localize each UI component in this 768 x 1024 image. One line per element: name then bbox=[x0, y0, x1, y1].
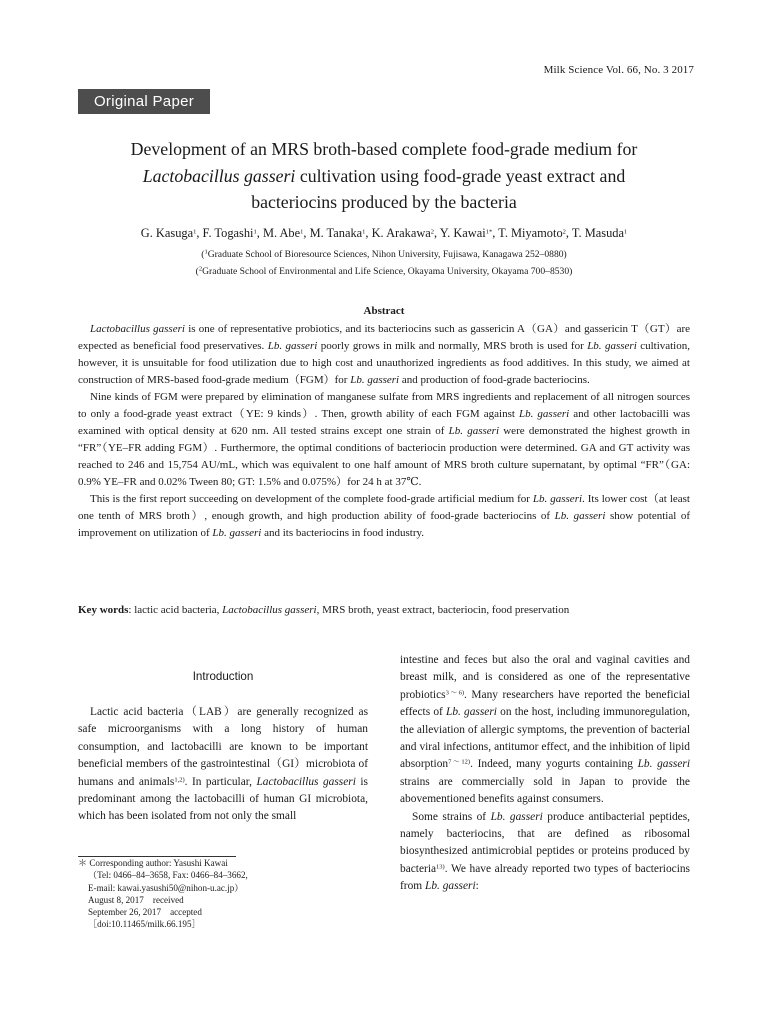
author: T. Masuda$^1$ bbox=[571, 226, 628, 240]
author-affiliation-mark: 2 bbox=[562, 228, 566, 236]
footnote-author: ＊ Corresponding author: Yasushi Kawai bbox=[78, 858, 228, 868]
affiliation-text: Graduate School of Environmental and Life Science, Okayama University, Okayama 700–8530 bbox=[202, 266, 570, 277]
body-paragraph: Lactic acid bacteria（LAB）are generally recognized as safe microorganisms with a long history of human consumption, and lactobacilli are known to be important beneficial members of the gastrointestinal（GI）microbiota of humans and animals$^{1,2)}$. In particular, Lactobacillus gasseri is predominant among the lactobacilli of human GI microbiota, which has been isolated from not only the small bbox=[78, 706, 368, 823]
author: M. Abe$^1$ bbox=[262, 226, 304, 240]
abstract-heading: Abstract bbox=[363, 305, 405, 317]
author-affiliation-mark: 1 bbox=[623, 228, 628, 236]
author-list: G. Kasuga$^1$, F. Togashi$^1$, M. Abe$^1$, M. Tanaka$^1$, K. Arakawa$^2$, Y. Kawai$^{1*}$, T. Miyamoto$^2$, T. Masuda$^1$ bbox=[140, 226, 628, 240]
article-type-badge: Original Paper bbox=[78, 89, 210, 114]
keywords-label: Key words bbox=[78, 604, 129, 616]
footnote-email: E-mail: kawai.yasushi50@nihon-u.ac.jp） bbox=[88, 882, 244, 893]
author-affiliation-mark: 1 bbox=[193, 228, 197, 236]
footnote-accepted: September 26, 2017 accepted bbox=[88, 907, 202, 918]
abstract-paragraph: Lactobacillus gasseri is one of representative probiotics, and its bacteriocins such as gassericin A（GA）and gassericin T（GT）are expected as beneficial food preservatives. Lb. gasseri poorly grows in milk and normally, MRS broth is used for Lb. gasseri cultivation, however, it is unsuitable for food utilization due to high cost and unauthorized ingredients as food additives. In this study, we aimed at construction of MRS-based food-grade medium（FGM）for Lb. gasseri and production of food-grade bacteriocins. bbox=[78, 323, 690, 386]
introduction-heading: Introduction bbox=[192, 670, 254, 683]
author-affiliation-mark: 1 bbox=[253, 228, 257, 236]
title-line-2 bbox=[70, 163, 698, 190]
affiliation-text: Graduate School of Bioresource Sciences, Nihon University, Fujisawa, Kanagawa 252–0880 bbox=[207, 249, 564, 260]
author: F. Togashi$^1$ bbox=[202, 226, 257, 240]
author: G. Kasuga$^1$ bbox=[140, 226, 197, 240]
footnote-doi: ［doi:10.11465/milk.66.195］ bbox=[88, 919, 201, 930]
corresponding-author-footnote bbox=[78, 857, 368, 931]
footnote-phone: （Tel: 0466–84–3658, Fax: 0466–84–3662, bbox=[88, 870, 248, 881]
title-line-3: bacteriocins produced by the bacteria bbox=[251, 192, 517, 212]
author: M. Tanaka$^1$ bbox=[309, 226, 366, 240]
author-affiliation-mark: 1 bbox=[362, 228, 366, 236]
affiliation-mark: 2 bbox=[198, 265, 203, 273]
body-paragraph: intestine and feces but also the oral and vaginal cavities and breast milk, and is considered as one of the representative probiotics$^{3〜6)}$. Many researchers have reported the beneficial effects of Lb. gasseri on the host, including immunoregulation, the alleviation of allergic symptoms, the prevention of bacterial and viral infections, antitumor effect, and the inhibition of lipid absorption$^{7〜12)}$. Indeed, many yogurts containing Lb. gasseri strains are commercially sold in Japan to provide the abovementioned benefits against consumers. bbox=[400, 654, 690, 806]
author: T. Miyamoto$^2$ bbox=[498, 226, 566, 240]
journal-citation: Milk Science Vol. 66, No. 3 2017 bbox=[543, 64, 694, 76]
abstract-paragraph: This is the first report succeeding on development of the complete food-grade artificial medium for Lb. gasseri. Its lower cost（at least one tenth of MRS broth）, enough growth, and high production ability of food-grade bacteriocins of Lb. gasseri show potential of improvement on utilization of Lb. gasseri and its bacteriocins in food industry. bbox=[78, 493, 690, 539]
body-column-left bbox=[78, 704, 368, 826]
author-affiliation-mark: 1* bbox=[485, 228, 493, 236]
body-paragraph: Some strains of Lb. gasseri produce antibacterial peptides, namely bacteriocins, that are defined as ribosomal biosynthesized antimicrobial peptides or proteins produced by bacteria$^{13)}$. We have already reported two types of bacteriocins from Lb. gasseri: bbox=[400, 810, 691, 893]
author: Y. Kawai$^{1*}$ bbox=[439, 226, 493, 240]
title-line-1: Development of an MRS broth-based complete food-grade medium for bbox=[130, 139, 638, 159]
title-line-2-rest: cultivation using food-grade yeast extract and bbox=[295, 165, 626, 186]
affiliation-2: ($^2$Graduate School of Environmental and Life Science, Okayama University, Okayama 700–8530) bbox=[195, 265, 573, 277]
author-affiliation-mark: 2 bbox=[430, 228, 435, 236]
affiliation-mark: 1 bbox=[204, 248, 208, 256]
abstract-paragraph: Nine kinds of FGM were prepared by elimination of manganese sulfate from MRS ingredients and replacement of all nitrogen sources to only a food-grade yeast extract（YE: 9 kinds）. Then, growth ability of each FGM against Lb. gasseri and other lactobacilli was examined with optical density at 620 nm. All tested strains except one strain of Lb. gasseri were demonstrated the highest growth in “FR”（YE–FR adding FGM）. Furthermore, the optimal conditions of bacteriocin production were determined. GA and GT activity was reached to 246 and 15,754 AU/mL, which was equivalent to one half amount of MRS broth culture supernatant, by optimal “FR”（GA: 0.9% YE–FR and 0.02% Tween 80; GT: 1.5% and 0.075%）for 24 h at 37℃. bbox=[78, 391, 690, 488]
keywords-text: : lactic acid bacteria, Lactobacillus gasseri, MRS broth, yeast extract, bacteriocin, food preservation bbox=[128, 604, 570, 616]
keywords bbox=[78, 604, 690, 616]
abstract-body bbox=[78, 321, 690, 542]
author-affiliation-mark: 1 bbox=[300, 228, 304, 236]
body-column-right bbox=[400, 652, 690, 896]
affiliation-1: ($^1$Graduate School of Bioresource Sciences, Nihon University, Fujisawa, Kanagawa 252–0880) bbox=[201, 248, 567, 260]
author: K. Arakawa$^2$ bbox=[371, 226, 435, 240]
paper-title bbox=[70, 136, 698, 216]
title-species-name: Lactobacillus gasseri bbox=[142, 165, 296, 186]
footnote-received: August 8, 2017 received bbox=[88, 894, 184, 905]
